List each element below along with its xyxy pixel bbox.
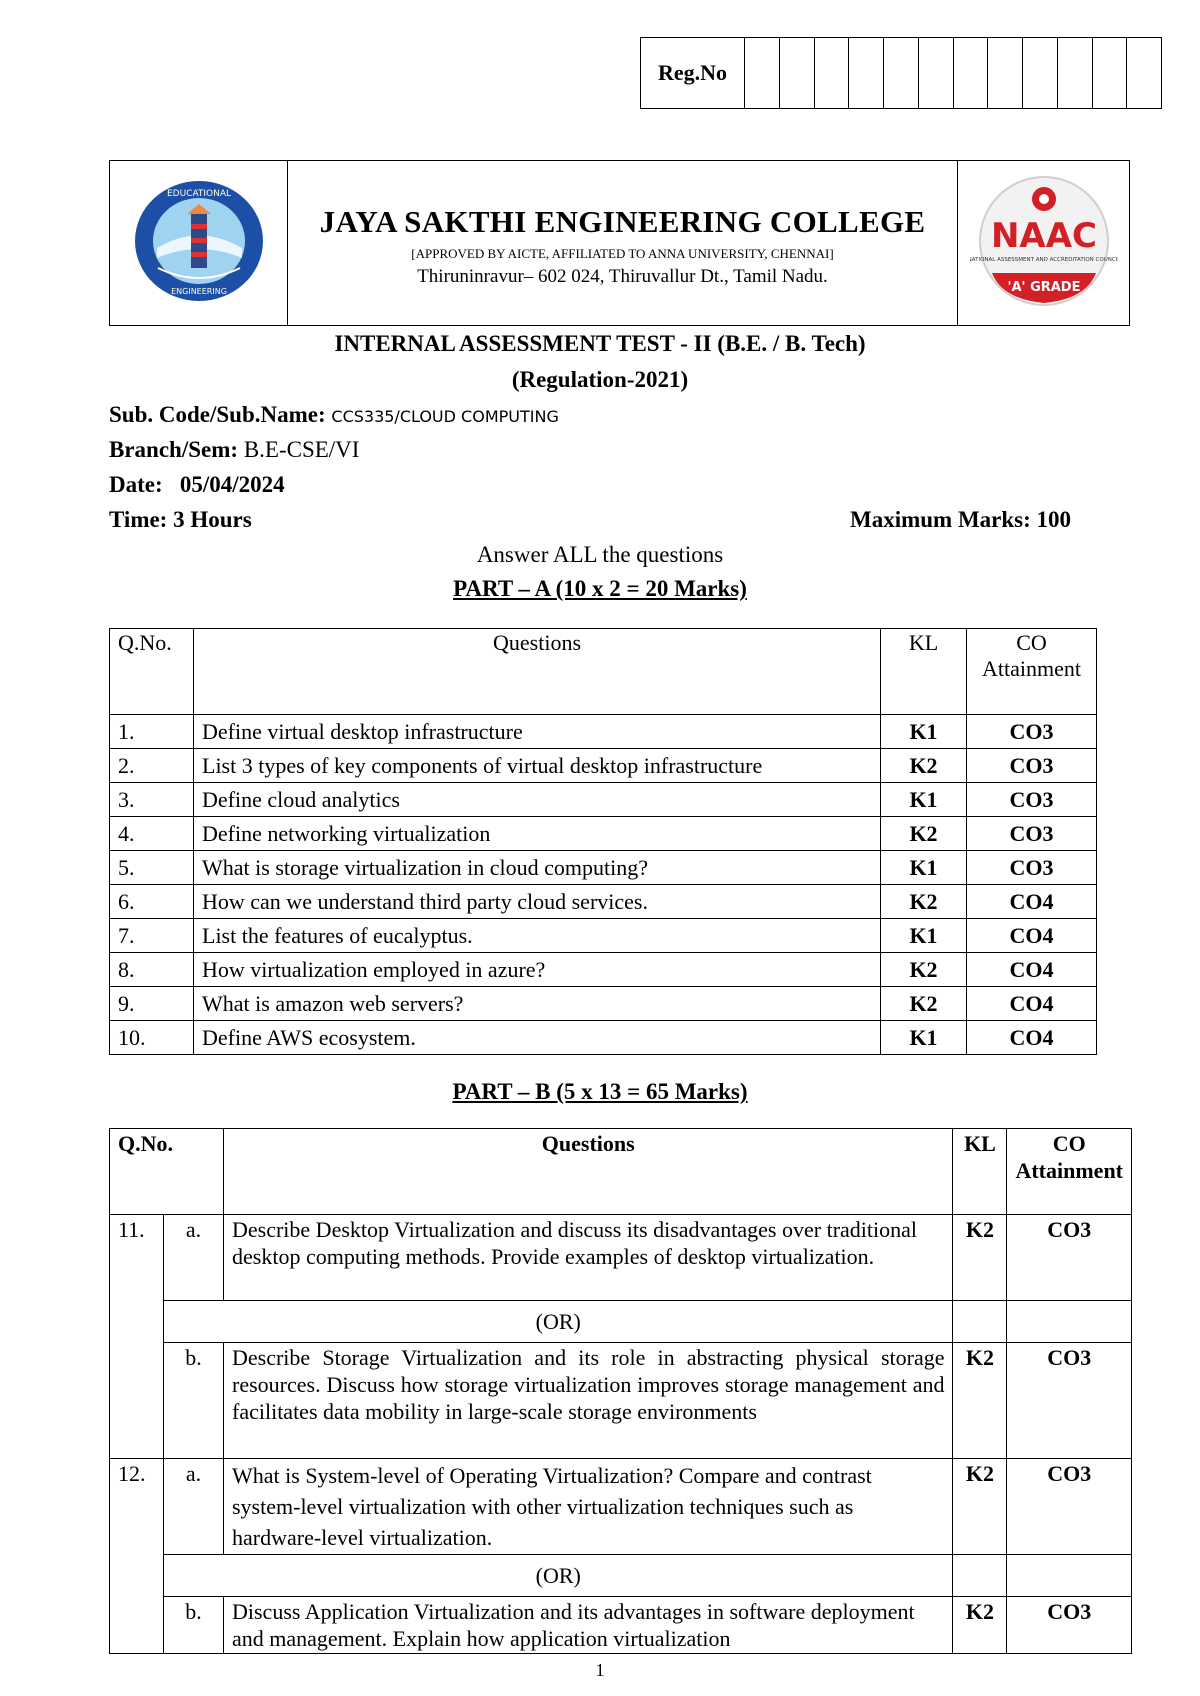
regulation: (Regulation-2021) xyxy=(511,367,689,392)
branch-label: Branch/Sem: xyxy=(109,437,239,462)
knowledge-level: K1 xyxy=(881,919,967,953)
table-row xyxy=(110,919,1097,953)
co-header: CO Attainment xyxy=(1007,1129,1132,1215)
course-outcome: CO3 xyxy=(1007,1343,1132,1459)
knowledge-level: K2 xyxy=(953,1459,1007,1555)
or-separator: (OR) xyxy=(164,1301,953,1343)
part-b-table xyxy=(109,1128,1132,1654)
time-label: Time: 3 Hours xyxy=(109,507,252,532)
naac-logo xyxy=(970,175,1118,307)
course-outcome: CO4 xyxy=(967,953,1097,987)
question-text: Define AWS ecosystem. xyxy=(194,1021,881,1055)
qno-header: Q.No. xyxy=(110,629,194,715)
question-text: What is amazon web servers? xyxy=(194,987,881,1021)
knowledge-level: K2 xyxy=(881,953,967,987)
date-line xyxy=(109,470,285,500)
knowledge-level: K2 xyxy=(881,885,967,919)
page-number: 1 xyxy=(595,1660,605,1680)
question-text: What is storage virtualization in cloud computing? xyxy=(194,851,881,885)
part-b-header-row xyxy=(110,1129,1132,1215)
register-number-box xyxy=(640,37,1162,109)
college-info-cell xyxy=(288,161,958,326)
questions-header: Questions xyxy=(224,1129,953,1215)
branch-value: B.E-CSE/VI xyxy=(243,437,360,462)
reg-no-cell[interactable] xyxy=(1023,38,1058,109)
reg-no-cell[interactable] xyxy=(953,38,988,109)
table-row xyxy=(110,1021,1097,1055)
course-outcome: CO3 xyxy=(1007,1215,1132,1301)
branch-line xyxy=(109,435,359,465)
svg-text:NATIONAL ASSESSMENT AND ACCRED: NATIONAL ASSESSMENT AND ACCREDITATION COUNCIL xyxy=(969,256,1118,263)
co-header: CO Attainment xyxy=(967,629,1097,715)
question-number: 1. xyxy=(110,715,194,749)
naac-logo-cell xyxy=(958,161,1130,326)
table-row xyxy=(110,1597,1132,1654)
table-row xyxy=(110,1343,1132,1459)
or-row xyxy=(110,1555,1132,1597)
knowledge-level: K2 xyxy=(953,1597,1007,1654)
part-a-table xyxy=(109,628,1097,1055)
reg-no-cell[interactable] xyxy=(884,38,919,109)
question-number: 7. xyxy=(110,919,194,953)
sub-label: a. xyxy=(164,1459,224,1555)
question-text: How can we understand third party cloud services. xyxy=(194,885,881,919)
course-outcome: CO3 xyxy=(967,817,1097,851)
course-outcome: CO3 xyxy=(967,715,1097,749)
college-address: Thiruninravur– 602 024, Thiruvallur Dt., Tamil Nadu. xyxy=(417,266,828,287)
college-logo-cell xyxy=(110,161,288,326)
question-text: Define virtual desktop infrastructure xyxy=(194,715,881,749)
course-outcome: CO3 xyxy=(967,851,1097,885)
reg-no-cell[interactable] xyxy=(1057,38,1092,109)
knowledge-level: K1 xyxy=(881,715,967,749)
question-text: How virtualization employed in azure? xyxy=(194,953,881,987)
reg-no-cell[interactable] xyxy=(745,38,780,109)
table-row xyxy=(110,987,1097,1021)
reg-no-cell[interactable] xyxy=(1092,38,1127,109)
question-number: 4. xyxy=(110,817,194,851)
table-row xyxy=(110,715,1097,749)
sub-label: a. xyxy=(164,1215,224,1301)
course-outcome: CO3 xyxy=(1007,1597,1132,1654)
question-number: 6. xyxy=(110,885,194,919)
question-number: 3. xyxy=(110,783,194,817)
question-text: List 3 types of key components of virtual desktop infrastructure xyxy=(194,749,881,783)
or-separator: (OR) xyxy=(164,1555,953,1597)
reg-no-cell[interactable] xyxy=(1127,38,1162,109)
reg-no-label: Reg.No xyxy=(641,38,745,109)
date-value: 05/04/2024 xyxy=(179,472,285,497)
question-text: Define networking virtualization xyxy=(194,817,881,851)
empty-cell xyxy=(953,1301,1007,1343)
table-row xyxy=(110,1459,1132,1555)
empty-cell xyxy=(1007,1301,1132,1343)
knowledge-level: K1 xyxy=(881,851,967,885)
approval-text: [APPROVED BY AICTE, AFFILIATED TO ANNA UNIVERSITY, CHENNAI] xyxy=(411,246,834,261)
question-text: Define cloud analytics xyxy=(194,783,881,817)
exam-title: INTERNAL ASSESSMENT TEST - II (B.E. / B. Tech) xyxy=(334,331,866,356)
part-a-header-row xyxy=(110,629,1097,715)
question-number: 11. xyxy=(110,1215,164,1459)
reg-no-cell[interactable] xyxy=(779,38,814,109)
table-row xyxy=(110,885,1097,919)
course-outcome: CO4 xyxy=(967,1021,1097,1055)
svg-text:'A' GRADE: 'A' GRADE xyxy=(1007,279,1080,295)
qno-header: Q.No. xyxy=(110,1129,224,1215)
question-number: 9. xyxy=(110,987,194,1021)
knowledge-level: K1 xyxy=(881,1021,967,1055)
question-number: 10. xyxy=(110,1021,194,1055)
question-number: 5. xyxy=(110,851,194,885)
course-outcome: CO3 xyxy=(1007,1459,1132,1555)
course-outcome: CO4 xyxy=(967,885,1097,919)
kl-header: KL xyxy=(881,629,967,715)
knowledge-level: K2 xyxy=(881,817,967,851)
max-marks: Maximum Marks: 100 xyxy=(850,507,1072,532)
table-row xyxy=(110,953,1097,987)
instruction: Answer ALL the questions xyxy=(476,542,724,567)
reg-no-cell[interactable] xyxy=(814,38,849,109)
knowledge-level: K1 xyxy=(881,783,967,817)
empty-cell xyxy=(1007,1555,1132,1597)
reg-no-cell[interactable] xyxy=(918,38,953,109)
table-row xyxy=(110,749,1097,783)
svg-text:NAAC: NAAC xyxy=(990,215,1097,256)
college-logo xyxy=(132,178,266,304)
questions-header: Questions xyxy=(194,629,881,715)
question-text: List the features of eucalyptus. xyxy=(194,919,881,953)
reg-no-cell[interactable] xyxy=(988,38,1023,109)
table-row xyxy=(110,817,1097,851)
part-b-title: PART – B (5 x 13 = 65 Marks) xyxy=(452,1079,748,1104)
svg-text:EDUCATIONAL: EDUCATIONAL xyxy=(166,188,231,199)
college-name: JAYA SAKTHI ENGINEERING COLLEGE xyxy=(319,204,926,239)
part-a-title: PART – A (10 x 2 = 20 Marks) xyxy=(453,576,747,601)
sub-label: b. xyxy=(164,1343,224,1459)
table-row xyxy=(110,851,1097,885)
svg-text:ENGINEERING: ENGINEERING xyxy=(170,286,227,296)
subject-value: CCS335/CLOUD COMPUTING xyxy=(331,407,559,426)
course-outcome: CO4 xyxy=(967,987,1097,1021)
question-text: What is System-level of Operating Virtualization? Compare and contrast system-level virtualization with other virtualization techniques such as hardware-level virtualization. xyxy=(224,1459,953,1555)
question-text: Describe Storage Virtualization and its role in abstracting physical storage resources. Discuss how storage virtualization improves storage management and facilitates data mobility in large-scale storage environments xyxy=(224,1343,953,1459)
sub-label: b. xyxy=(164,1597,224,1654)
subject-label: Sub. Code/Sub.Name: xyxy=(109,402,326,427)
question-text: Discuss Application Virtualization and its advantages in software deployment and management. Explain how application virtualization xyxy=(224,1597,953,1654)
college-header xyxy=(109,160,1130,326)
course-outcome: CO3 xyxy=(967,783,1097,817)
table-row xyxy=(110,1215,1132,1301)
question-number: 12. xyxy=(110,1459,164,1654)
reg-no-cell[interactable] xyxy=(849,38,884,109)
course-outcome: CO4 xyxy=(967,919,1097,953)
or-row xyxy=(110,1301,1132,1343)
knowledge-level: K2 xyxy=(881,987,967,1021)
date-label: Date: xyxy=(109,472,163,497)
knowledge-level: K2 xyxy=(953,1343,1007,1459)
table-row xyxy=(110,783,1097,817)
question-number: 2. xyxy=(110,749,194,783)
course-outcome: CO3 xyxy=(967,749,1097,783)
kl-header: KL xyxy=(953,1129,1007,1215)
knowledge-level: K2 xyxy=(953,1215,1007,1301)
question-number: 8. xyxy=(110,953,194,987)
subject-line xyxy=(109,400,559,432)
empty-cell xyxy=(953,1555,1007,1597)
question-text: Describe Desktop Virtualization and discuss its disadvantages over traditional desktop computing methods. Provide examples of desktop virtualization. xyxy=(224,1215,953,1301)
knowledge-level: K2 xyxy=(881,749,967,783)
